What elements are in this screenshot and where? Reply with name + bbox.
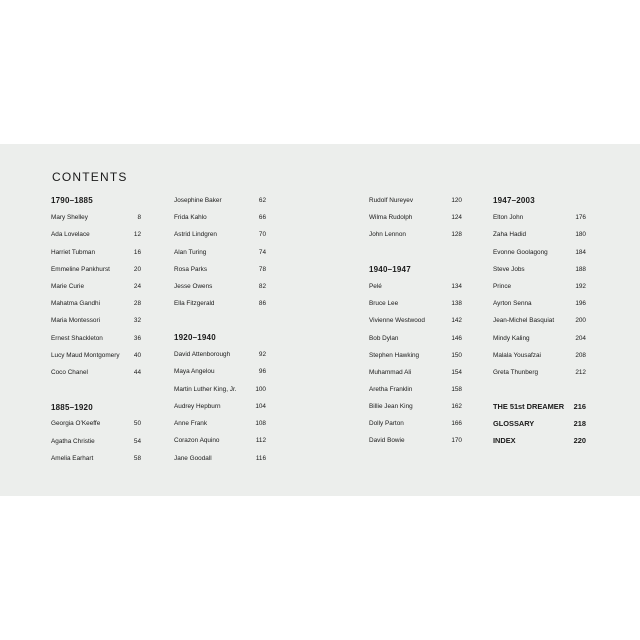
entry-page-number: 96 xyxy=(258,368,266,375)
entry-page-number: 124 xyxy=(451,214,462,221)
entry-name: Mindy Kaling xyxy=(493,335,530,342)
toc-entry[interactable] xyxy=(174,265,266,275)
entry-page-number: 50 xyxy=(133,420,141,427)
toc-entry[interactable] xyxy=(369,316,462,326)
toc-entry[interactable] xyxy=(493,282,586,292)
entry-page-number: 134 xyxy=(451,283,462,290)
entry-page-number: 16 xyxy=(133,249,141,256)
entry-page-number: 220 xyxy=(573,436,586,445)
toc-entry[interactable] xyxy=(51,213,141,223)
toc-entry[interactable] xyxy=(369,196,462,206)
toc-entry[interactable] xyxy=(174,299,266,309)
entry-name: Emmeline Pankhurst xyxy=(51,266,110,273)
entry-name: Mary Shelley xyxy=(51,214,88,221)
toc-entry[interactable] xyxy=(493,265,586,275)
toc-entry[interactable] xyxy=(51,419,141,429)
entry-name: Dolly Parton xyxy=(369,420,404,427)
entry-name: Frida Kahlo xyxy=(174,214,207,221)
toc-entry[interactable] xyxy=(51,265,141,275)
entry-page-number: 58 xyxy=(133,455,141,462)
entry-page-number: 78 xyxy=(258,266,266,273)
back-matter-entry[interactable] xyxy=(493,419,586,429)
entry-page-number: 66 xyxy=(258,214,266,221)
entry-name: Prince xyxy=(493,283,512,290)
entry-page-number: 166 xyxy=(451,420,462,427)
toc-entry[interactable] xyxy=(369,368,462,378)
toc-entry[interactable] xyxy=(51,454,141,464)
toc-entry[interactable] xyxy=(174,213,266,223)
entry-page-number: 86 xyxy=(258,300,266,307)
entry-page-number: 120 xyxy=(451,197,462,204)
entry-page-number: 62 xyxy=(258,197,266,204)
entry-page-number: 128 xyxy=(451,231,462,238)
entry-page-number: 108 xyxy=(255,420,266,427)
toc-entry[interactable] xyxy=(369,402,462,412)
entry-name: THE 51st DREAMER xyxy=(493,402,565,411)
toc-entry[interactable] xyxy=(51,282,141,292)
entry-page-number: 184 xyxy=(575,249,586,256)
entry-page-number: 36 xyxy=(133,335,141,342)
entry-page-number: 8 xyxy=(137,214,141,221)
toc-entry[interactable] xyxy=(493,248,586,258)
entry-name: Alan Turing xyxy=(174,249,207,256)
entry-page-number: 176 xyxy=(575,214,586,221)
toc-entry[interactable] xyxy=(51,230,141,240)
toc-entry[interactable] xyxy=(174,350,266,360)
toc-entry[interactable] xyxy=(51,299,141,309)
entry-name: Martin Luther King, Jr. xyxy=(174,386,237,393)
back-matter-entry[interactable] xyxy=(493,436,586,446)
toc-entry[interactable] xyxy=(493,299,586,309)
toc-entry[interactable] xyxy=(493,351,586,361)
toc-entry[interactable] xyxy=(51,351,141,361)
entry-page-number: 112 xyxy=(255,437,266,444)
section-heading: 1940–1947 xyxy=(369,265,411,274)
entry-page-number: 12 xyxy=(133,231,141,238)
toc-entry[interactable] xyxy=(174,282,266,292)
toc-entry[interactable] xyxy=(369,436,462,446)
entry-page-number: 32 xyxy=(133,317,141,324)
entry-name: John Lennon xyxy=(369,231,406,238)
entry-page-number: 70 xyxy=(258,231,266,238)
entry-page-number: 180 xyxy=(575,231,586,238)
section-heading: 1790–1885 xyxy=(51,196,93,205)
entry-name: Lucy Maud Montgomery xyxy=(51,352,120,359)
entry-name: Jean-Michel Basquiat xyxy=(493,317,555,324)
entry-page-number: 150 xyxy=(451,352,462,359)
entry-name: Georgia O’Keeffe xyxy=(51,420,101,427)
entry-page-number: 154 xyxy=(451,369,462,376)
entry-name: Coco Chanel xyxy=(51,369,88,376)
entry-name: Rosa Parks xyxy=(174,266,208,273)
toc-entry[interactable] xyxy=(51,368,141,378)
toc-entry[interactable] xyxy=(51,248,141,258)
toc-entry[interactable] xyxy=(369,213,462,223)
entry-page-number: 162 xyxy=(451,403,462,410)
entry-page-number: 170 xyxy=(451,437,462,444)
entry-name: Rudolf Nureyev xyxy=(369,197,414,204)
entry-name: Ayrton Senna xyxy=(493,300,532,307)
section-heading: 1885–1920 xyxy=(51,403,93,412)
entry-page-number: 92 xyxy=(258,351,266,358)
entry-name: Ella Fitzgerald xyxy=(174,300,215,307)
entry-name: Malala Yousafzai xyxy=(493,352,541,359)
toc-entry[interactable] xyxy=(369,299,462,309)
entry-name: Bruce Lee xyxy=(369,300,399,307)
entry-page-number: 74 xyxy=(258,249,266,256)
toc-entry[interactable] xyxy=(174,230,266,240)
entry-name: Anne Frank xyxy=(174,420,208,427)
entry-name: Bob Dylan xyxy=(369,335,399,342)
entry-name: Billie Jean King xyxy=(369,403,413,410)
back-matter-entry[interactable] xyxy=(493,402,586,412)
entry-name: Greta Thunberg xyxy=(493,369,538,376)
toc-entry[interactable] xyxy=(174,196,266,206)
toc-entry[interactable] xyxy=(369,230,462,240)
entry-name: Marie Curie xyxy=(51,283,85,290)
toc-entry[interactable] xyxy=(369,419,462,429)
entry-name: Zaha Hadid xyxy=(493,231,527,238)
entry-name: Vivienne Westwood xyxy=(369,317,425,324)
entry-page-number: 54 xyxy=(133,438,141,445)
entry-page-number: 158 xyxy=(451,386,462,393)
toc-entry[interactable] xyxy=(174,419,266,429)
entry-page-number: 142 xyxy=(451,317,462,324)
page-title: CONTENTS xyxy=(52,170,128,184)
entry-name: Ernest Shackleton xyxy=(51,335,103,342)
section-heading: 1920–1940 xyxy=(174,333,216,342)
entry-page-number: 188 xyxy=(575,266,586,273)
entry-name: Amelia Earhart xyxy=(51,455,94,462)
toc-entry[interactable] xyxy=(369,282,462,292)
toc-entry[interactable] xyxy=(174,385,266,395)
entry-page-number: 20 xyxy=(133,266,141,273)
toc-entry[interactable] xyxy=(493,213,586,223)
toc-entry[interactable] xyxy=(369,351,462,361)
toc-entry[interactable] xyxy=(493,230,586,240)
toc-entry[interactable] xyxy=(51,334,141,344)
entry-page-number: 204 xyxy=(575,335,586,342)
toc-entry[interactable] xyxy=(51,437,141,447)
toc-entry[interactable] xyxy=(174,436,266,446)
entry-name: Jesse Owens xyxy=(174,283,213,290)
entry-page-number: 104 xyxy=(255,403,266,410)
entry-name: Maria Montessori xyxy=(51,317,101,324)
toc-entry[interactable] xyxy=(174,367,266,377)
entry-page-number: 146 xyxy=(451,335,462,342)
entry-page-number: 40 xyxy=(133,352,141,359)
entry-name: Steve Jobs xyxy=(493,266,525,273)
entry-name: Muhammad Ali xyxy=(369,369,412,376)
entry-page-number: 200 xyxy=(575,317,586,324)
entry-page-number: 208 xyxy=(575,352,586,359)
entry-page-number: 24 xyxy=(133,283,141,290)
toc-entry[interactable] xyxy=(51,316,141,326)
entry-page-number: 218 xyxy=(573,419,586,428)
entry-page-number: 116 xyxy=(255,455,266,462)
entry-name: Astrid Lindgren xyxy=(174,231,217,238)
entry-name: Aretha Franklin xyxy=(369,386,413,393)
entry-page-number: 82 xyxy=(258,283,266,290)
entry-page-number: 196 xyxy=(575,300,586,307)
toc-entry[interactable] xyxy=(493,368,586,378)
entry-name: Evonne Goolagong xyxy=(493,249,548,256)
entry-name: Maya Angelou xyxy=(174,368,215,375)
toc-entry[interactable] xyxy=(369,334,462,344)
entry-name: INDEX xyxy=(493,436,516,445)
entry-name: Mahatma Gandhi xyxy=(51,300,101,307)
entry-page-number: 138 xyxy=(451,300,462,307)
entry-page-number: 100 xyxy=(255,386,266,393)
entry-name: Stephen Hawking xyxy=(369,352,420,359)
entry-name: Audrey Hepburn xyxy=(174,403,221,410)
entry-name: Ada Lovelace xyxy=(51,231,90,238)
entry-name: Josephine Baker xyxy=(174,197,222,204)
entry-name: Corazon Aquino xyxy=(174,437,220,444)
entry-page-number: 216 xyxy=(573,402,586,411)
entry-page-number: 192 xyxy=(575,283,586,290)
toc-entry[interactable] xyxy=(493,334,586,344)
entry-name: Jane Goodall xyxy=(174,455,212,462)
entry-name: Elton John xyxy=(493,214,524,221)
entry-name: Wilma Rudolph xyxy=(369,214,413,221)
entry-name: Agatha Christie xyxy=(51,438,95,445)
entry-name: Pelé xyxy=(369,283,382,290)
toc-entry[interactable] xyxy=(174,454,266,464)
entry-name: David Attenborough xyxy=(174,351,231,358)
entry-page-number: 44 xyxy=(133,369,141,376)
entry-page-number: 28 xyxy=(133,300,141,307)
entry-name: Harriet Tubman xyxy=(51,249,96,256)
entry-name: GLOSSARY xyxy=(493,419,535,428)
toc-entry[interactable] xyxy=(493,316,586,326)
toc-entry[interactable] xyxy=(369,385,462,395)
toc-entry[interactable] xyxy=(174,402,266,412)
section-heading: 1947–2003 xyxy=(493,196,535,205)
entry-page-number: 212 xyxy=(575,369,586,376)
entry-name: David Bowie xyxy=(369,437,405,444)
toc-entry[interactable] xyxy=(174,248,266,258)
